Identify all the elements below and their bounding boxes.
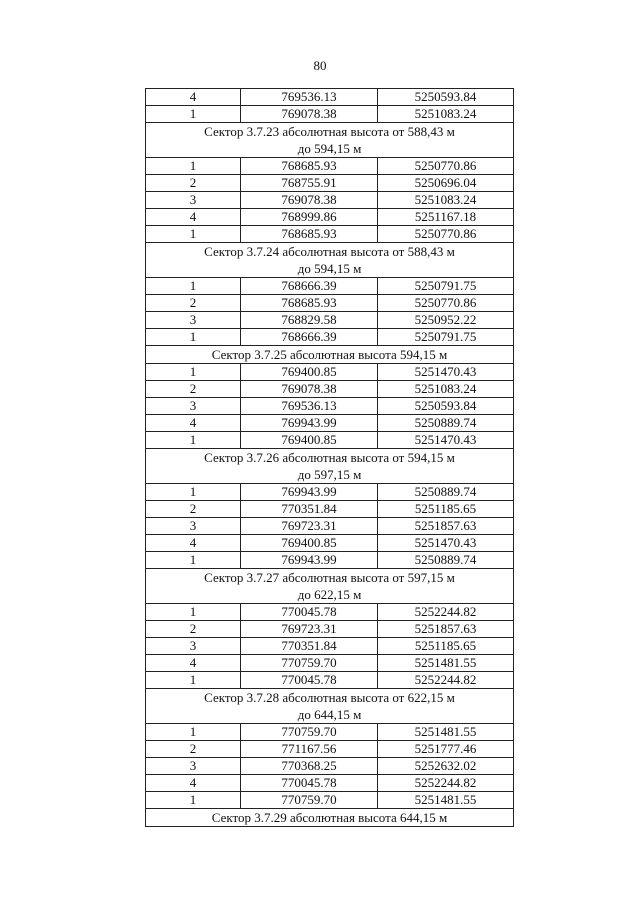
coordinate-y-cell: 5251481.55 [378, 724, 514, 741]
sector-title [146, 569, 514, 604]
coordinate-y-cell: 5250770.86 [378, 226, 514, 243]
point-number-cell: 4 [146, 655, 241, 672]
table-row [146, 175, 514, 192]
coordinate-y-cell: 5251481.55 [378, 655, 514, 672]
coordinate-y-cell: 5251470.43 [378, 432, 514, 449]
coordinate-x-cell: 768666.39 [241, 278, 378, 295]
coordinate-y-cell: 5250791.75 [378, 329, 514, 346]
table-row [146, 192, 514, 209]
sector-header-row [146, 123, 514, 158]
sector-height-range: до 594,15 м [297, 141, 362, 156]
table-row [146, 604, 514, 621]
coordinate-x-cell: 769400.85 [241, 535, 378, 552]
coordinate-x-cell: 769723.31 [241, 621, 378, 638]
coordinate-y-cell: 5252244.82 [378, 775, 514, 792]
coordinate-x-cell: 769400.85 [241, 432, 378, 449]
point-number-cell: 1 [146, 364, 241, 381]
coordinate-x-cell: 769400.85 [241, 364, 378, 381]
table-row [146, 741, 514, 758]
point-number-cell: 1 [146, 484, 241, 501]
point-number-cell: 3 [146, 518, 241, 535]
sector-title-line: Сектор 3.7.27 абсолютная высота от 597,15 м [204, 570, 455, 585]
coordinate-x-cell: 769723.31 [241, 518, 378, 535]
point-number-cell: 3 [146, 758, 241, 775]
point-number-cell: 2 [146, 621, 241, 638]
coordinate-x-cell: 770351.84 [241, 638, 378, 655]
coordinate-x-cell: 769078.38 [241, 381, 378, 398]
table-row [146, 158, 514, 175]
point-number-cell: 3 [146, 638, 241, 655]
point-number-cell: 3 [146, 398, 241, 415]
table-row [146, 415, 514, 432]
coordinate-y-cell: 5250770.86 [378, 158, 514, 175]
table-row [146, 226, 514, 243]
coordinate-y-cell: 5250889.74 [378, 552, 514, 569]
table-row [146, 655, 514, 672]
coordinate-y-cell: 5251083.24 [378, 106, 514, 123]
coordinate-x-cell: 769078.38 [241, 192, 378, 209]
coordinate-y-cell: 5252632.02 [378, 758, 514, 775]
table-row [146, 758, 514, 775]
coordinate-y-cell: 5252244.82 [378, 672, 514, 689]
coordinate-y-cell: 5250889.74 [378, 415, 514, 432]
coordinate-x-cell: 770045.78 [241, 604, 378, 621]
table-row [146, 775, 514, 792]
point-number-cell: 2 [146, 295, 241, 312]
point-number-cell: 2 [146, 175, 241, 192]
sector-title [146, 809, 514, 827]
coordinate-y-cell: 5250770.86 [378, 295, 514, 312]
table-row [146, 552, 514, 569]
coordinates-table [145, 88, 514, 827]
table-row [146, 535, 514, 552]
point-number-cell: 2 [146, 741, 241, 758]
point-number-cell: 4 [146, 535, 241, 552]
point-number-cell: 1 [146, 329, 241, 346]
sector-title-line: Сектор 3.7.29 абсолютная высота 644,15 м [211, 810, 448, 825]
table-row [146, 209, 514, 226]
coordinate-x-cell: 769943.99 [241, 484, 378, 501]
coordinate-y-cell: 5250889.74 [378, 484, 514, 501]
point-number-cell: 4 [146, 415, 241, 432]
table-row [146, 106, 514, 123]
coordinate-y-cell: 5251857.63 [378, 518, 514, 535]
table-row [146, 501, 514, 518]
table-row [146, 672, 514, 689]
point-number-cell: 4 [146, 209, 241, 226]
coordinate-y-cell: 5250791.75 [378, 278, 514, 295]
coordinate-y-cell: 5251470.43 [378, 535, 514, 552]
sector-title [146, 449, 514, 484]
table-row [146, 295, 514, 312]
point-number-cell: 1 [146, 672, 241, 689]
coordinate-y-cell: 5251857.63 [378, 621, 514, 638]
sector-height-range: до 644,15 м [297, 707, 362, 722]
point-number-cell: 3 [146, 192, 241, 209]
coordinate-x-cell: 768685.93 [241, 295, 378, 312]
point-number-cell: 1 [146, 278, 241, 295]
sector-title [146, 123, 514, 158]
coordinate-x-cell: 768685.93 [241, 226, 378, 243]
coordinate-x-cell: 769943.99 [241, 415, 378, 432]
coordinate-x-cell: 770759.70 [241, 792, 378, 809]
sector-title-line: Сектор 3.7.28 абсолютная высота от 622,15 м [204, 690, 455, 705]
sector-title-line: Сектор 3.7.23 абсолютная высота от 588,43 м [204, 124, 455, 139]
coordinate-x-cell: 770368.25 [241, 758, 378, 775]
table-row [146, 89, 514, 106]
coordinate-y-cell: 5251083.24 [378, 381, 514, 398]
table-row [146, 329, 514, 346]
coordinate-x-cell: 769078.38 [241, 106, 378, 123]
table-row [146, 484, 514, 501]
sector-title [146, 243, 514, 278]
coordinate-y-cell: 5250593.84 [378, 398, 514, 415]
coordinate-x-cell: 771167.56 [241, 741, 378, 758]
coordinate-x-cell: 770045.78 [241, 775, 378, 792]
coordinate-x-cell: 768666.39 [241, 329, 378, 346]
sector-title-line: Сектор 3.7.26 абсолютная высота от 594,15 м [204, 450, 455, 465]
point-number-cell: 4 [146, 89, 241, 106]
point-number-cell: 2 [146, 501, 241, 518]
table-row [146, 792, 514, 809]
point-number-cell: 1 [146, 604, 241, 621]
coordinate-x-cell: 770045.78 [241, 672, 378, 689]
table-row [146, 398, 514, 415]
sector-header-row [146, 243, 514, 278]
point-number-cell: 1 [146, 792, 241, 809]
coordinate-x-cell: 768755.91 [241, 175, 378, 192]
coordinate-y-cell: 5251185.65 [378, 638, 514, 655]
sector-title [146, 689, 514, 724]
table-row [146, 381, 514, 398]
coordinate-y-cell: 5251777.46 [378, 741, 514, 758]
sector-title [146, 346, 514, 364]
sector-header-row [146, 569, 514, 604]
coordinate-x-cell: 768829.58 [241, 312, 378, 329]
coordinate-y-cell: 5251481.55 [378, 792, 514, 809]
sector-title-line: Сектор 3.7.24 абсолютная высота от 588,43 м [204, 244, 455, 259]
table-row [146, 621, 514, 638]
sector-header-row [146, 689, 514, 724]
table-row [146, 724, 514, 741]
coordinate-y-cell: 5250593.84 [378, 89, 514, 106]
coordinate-y-cell: 5252244.82 [378, 604, 514, 621]
point-number-cell: 1 [146, 106, 241, 123]
coordinate-x-cell: 770759.70 [241, 655, 378, 672]
coordinate-y-cell: 5251083.24 [378, 192, 514, 209]
table-row [146, 312, 514, 329]
coordinate-x-cell: 769536.13 [241, 398, 378, 415]
coordinates-table-body [146, 89, 514, 827]
coordinate-x-cell: 770351.84 [241, 501, 378, 518]
point-number-cell: 2 [146, 381, 241, 398]
sector-height-range: до 594,15 м [297, 261, 362, 276]
coordinate-x-cell: 768685.93 [241, 158, 378, 175]
table-row [146, 364, 514, 381]
coordinate-x-cell: 768999.86 [241, 209, 378, 226]
table-row [146, 638, 514, 655]
coordinate-y-cell: 5251185.65 [378, 501, 514, 518]
coordinate-x-cell: 770759.70 [241, 724, 378, 741]
sector-title-line: Сектор 3.7.25 абсолютная высота 594,15 м [211, 347, 448, 362]
point-number-cell: 1 [146, 226, 241, 243]
coordinate-y-cell: 5250696.04 [378, 175, 514, 192]
sector-header-row [146, 346, 514, 364]
table-row [146, 278, 514, 295]
point-number-cell: 1 [146, 552, 241, 569]
coordinate-x-cell: 769536.13 [241, 89, 378, 106]
coordinate-x-cell: 769943.99 [241, 552, 378, 569]
table-row [146, 432, 514, 449]
sector-header-row [146, 809, 514, 827]
sector-height-range: до 622,15 м [297, 587, 362, 602]
point-number-cell: 1 [146, 432, 241, 449]
point-number-cell: 4 [146, 775, 241, 792]
coordinate-y-cell: 5251470.43 [378, 364, 514, 381]
page-number: 80 [313, 58, 327, 73]
point-number-cell: 1 [146, 158, 241, 175]
sector-height-range: до 597,15 м [297, 467, 362, 482]
coordinate-y-cell: 5250952.22 [378, 312, 514, 329]
point-number-cell: 1 [146, 724, 241, 741]
coordinate-y-cell: 5251167.18 [378, 209, 514, 226]
table-row [146, 518, 514, 535]
point-number-cell: 3 [146, 312, 241, 329]
sector-header-row [146, 449, 514, 484]
